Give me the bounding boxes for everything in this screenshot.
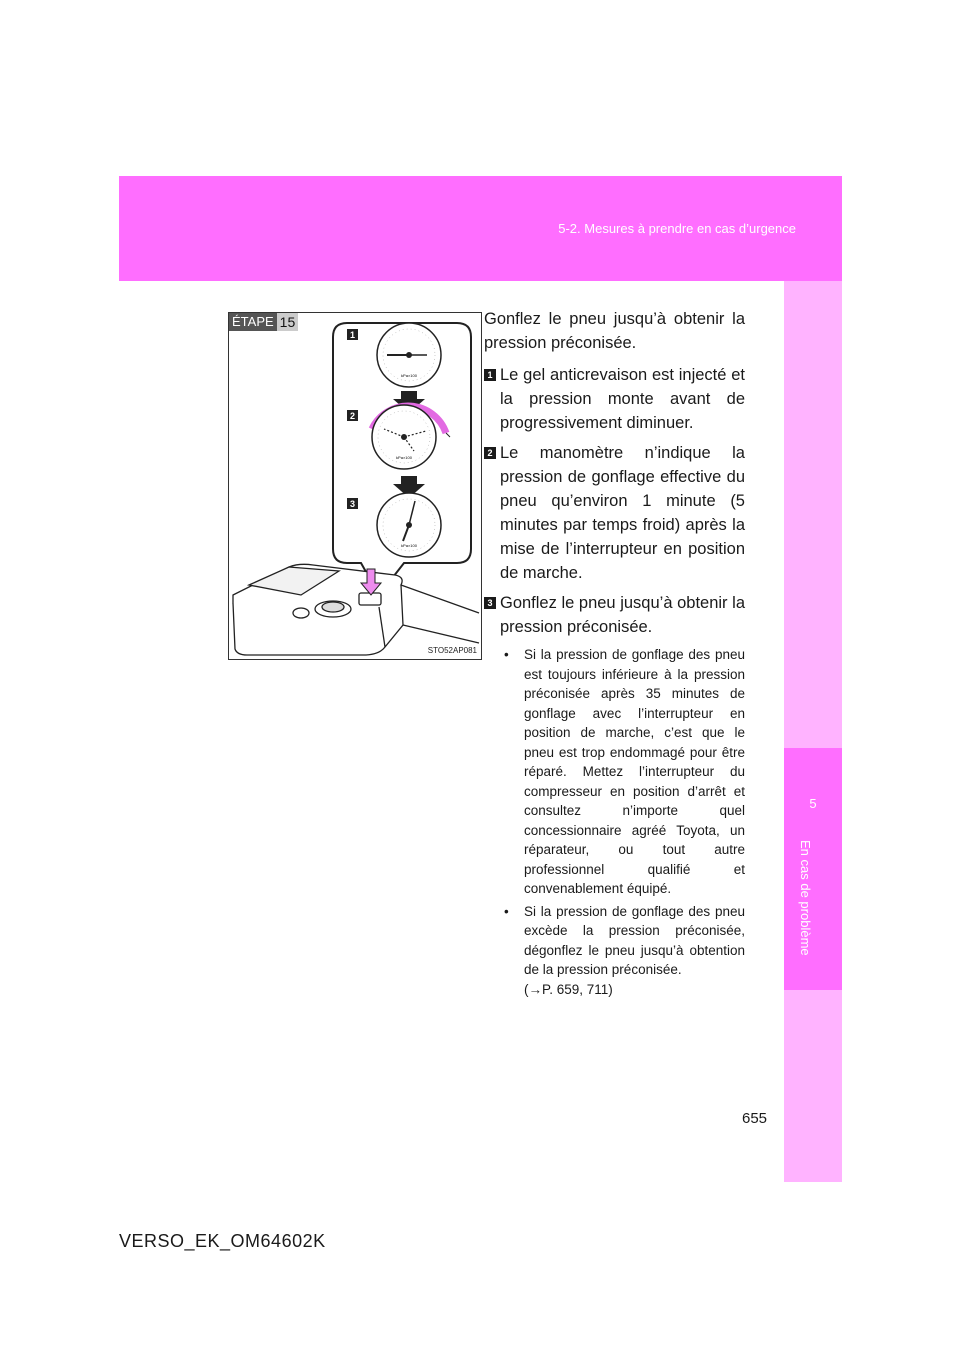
note-text: Si la pression de gonflage des pneu excède la pression préconisée, dégonflez le pneu jusqu’à obtention de la pression préconisée. [524,903,745,977]
chapter-number: 5 [809,796,817,811]
section-title: 5-2. Mesures à prendre en cas d’urgence [558,221,796,236]
step-number-box: 3 [484,597,496,609]
svg-text:kPa×100: kPa×100 [401,543,417,548]
svg-text:1: 1 [349,330,356,340]
note-text: Si la pression de gonflage des pneu est toujours inférieure à la pression préconisée après 35 minutes de gonflage avec l’interrupteur en position de marche, c’est que le pneu est trop endommagé pour être réparé. Mettez l’interrupteur du compresseur en position d’arrêt et consultez n’importe quel concessionnaire agréé Toyota, un réparateur, ou tout autre professionnel qualifié et convenablement équipé. [524,647,745,896]
instructions [484,307,745,1002]
figure-code: STO52AP081 [427,646,477,655]
bullet: • [504,647,509,662]
step-number: 15 [277,313,299,331]
step-item [484,591,745,639]
step-badge [229,313,298,331]
step-number-box: 2 [484,447,496,459]
svg-text:kPa×100: kPa×100 [396,455,412,460]
gauge-1 [377,323,441,387]
compressor-illustration [228,312,482,660]
step-number-box: 1 [484,369,496,381]
step-text: Le manomètre n’indique la pression de gonflage effective du pneu qu’environ 1 minute (5 minutes par temps froid) après la mise de l’interrupteur en position de marche. [500,444,745,582]
header-band [119,176,842,281]
gauge-3 [377,493,441,557]
svg-text:kPa×100: kPa×100 [401,373,417,378]
side-tab [784,281,842,1182]
document-code: VERSO_EK_OM64602K [119,1231,326,1251]
page-reference-link[interactable]: (→P. 659, 711) [524,981,613,997]
callout-3 [347,498,358,509]
step-item [484,441,745,585]
bullet: • [504,903,509,919]
note-item [504,645,745,899]
step-label: ÉTAPE [229,313,277,331]
step-intro: Gonflez le pneu jusqu’à obtenir la pression préconisée. [484,310,745,352]
step-text: Le gel anticrevaison est injecté et la pression monte avant de progressivement diminuer. [500,366,745,432]
step-item [484,363,745,435]
gauge-diagram [229,313,481,659]
step-text: Gonflez le pneu jusqu’à obtenir la pression préconisée. [500,594,745,636]
notes [484,645,745,999]
note-item [504,902,745,1000]
chapter-title: En cas de problème [798,840,813,956]
svg-text:2: 2 [349,411,356,421]
callout-2 [347,410,358,421]
page-number: 655 [742,1110,768,1127]
compressor-body [233,564,479,655]
callout-1 [347,329,358,340]
chapter-tab[interactable] [784,748,842,990]
svg-text:3: 3 [349,499,356,509]
